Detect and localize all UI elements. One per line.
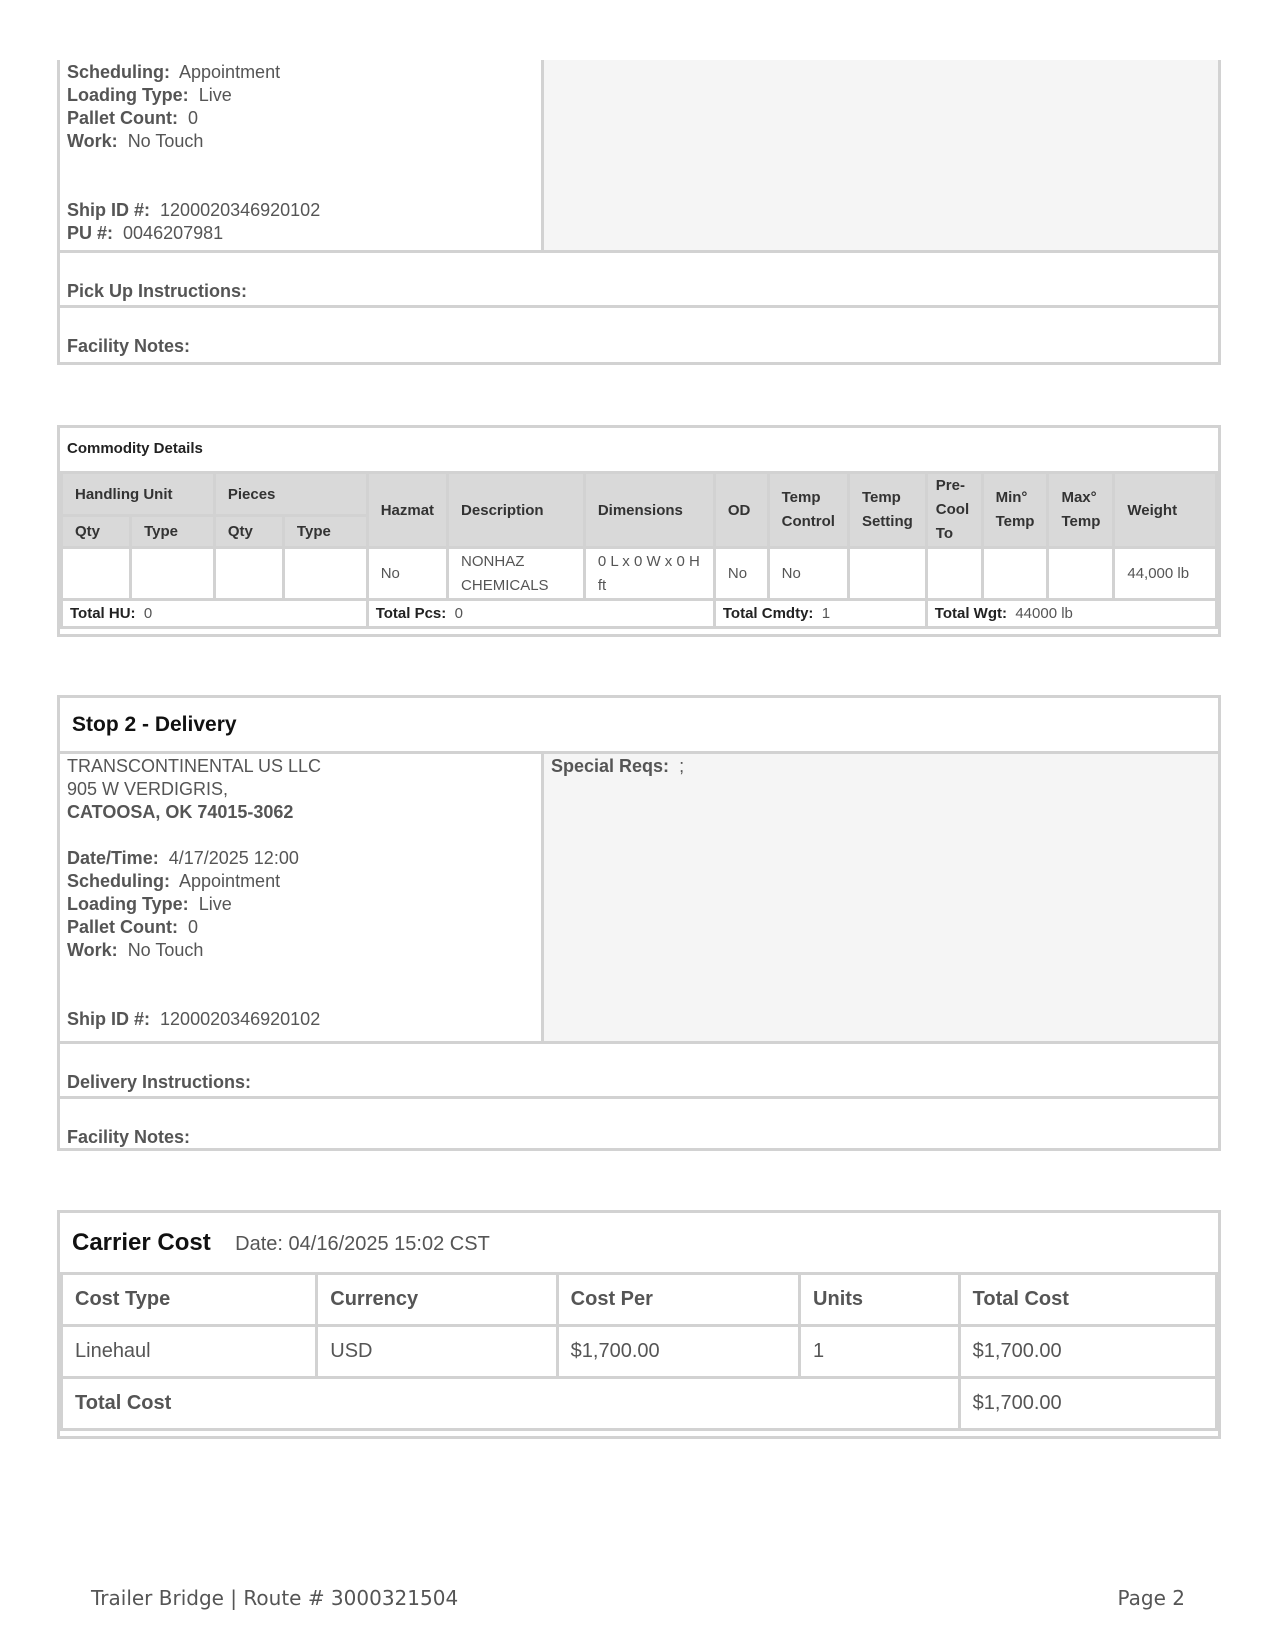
header-dimensions: Dimensions <box>584 473 714 548</box>
header-temp-setting: Temp Setting <box>848 473 926 548</box>
header-temp-control: Temp Control <box>768 473 848 548</box>
cell-temp-control: No <box>768 548 848 600</box>
stop2-datetime: Date/Time: 4/17/2025 12:00 <box>67 848 299 868</box>
carrier-cost-header <box>72 1229 490 1257</box>
commodity-details-section <box>57 425 1221 637</box>
cell-precool <box>926 548 982 600</box>
cell-description: NONHAZ CHEMICALS <box>448 548 585 600</box>
cell-pc-qty <box>214 548 283 600</box>
header-units: Units <box>800 1274 960 1326</box>
header-pc-qty: Qty <box>214 516 283 548</box>
stop2-details <box>60 754 544 1041</box>
header-od: OD <box>714 473 768 548</box>
stop1-special-panel <box>544 60 1218 250</box>
cell-currency: USD <box>317 1326 557 1378</box>
stop1-facility-notes-label: Facility Notes: <box>67 336 191 356</box>
stop1-pu-number: PU #: 0046207981 <box>67 223 224 243</box>
header-cost-type: Cost Type <box>62 1274 317 1326</box>
divider <box>60 1096 1218 1099</box>
header-pieces: Pieces <box>214 473 367 516</box>
stop1-ship-id: Ship ID #: 1200020346920102 <box>67 200 321 220</box>
table-row <box>62 1326 1217 1378</box>
divider <box>60 1041 1218 1044</box>
stop2-title: Stop 2 - Delivery <box>72 713 237 736</box>
stop2-address: 905 W VERDIGRIS, <box>67 779 229 799</box>
cell-cost-type: Linehaul <box>62 1326 317 1378</box>
total-cost-label: Total Cost <box>62 1378 960 1430</box>
header-hu-type: Type <box>131 516 215 548</box>
cell-max-temp <box>1048 548 1114 600</box>
stop1-scheduling: Scheduling: Appointment <box>67 62 281 82</box>
stop2-loading-type: Loading Type: Live <box>67 894 232 914</box>
header-total-cost: Total Cost <box>959 1274 1216 1326</box>
header-weight: Weight <box>1114 473 1217 548</box>
stop1-loading-type: Loading Type: Live <box>67 85 232 105</box>
stop2-scheduling: Scheduling: Appointment <box>67 871 281 891</box>
stop1-pallet-count: Pallet Count: 0 <box>67 108 199 128</box>
cost-header-row <box>62 1274 1217 1326</box>
delivery-instructions-label: Delivery Instructions: <box>67 1072 252 1092</box>
carrier-cost-section <box>57 1210 1221 1439</box>
stop1-details <box>60 60 544 250</box>
stop2-facility-notes-label: Facility Notes: <box>67 1127 191 1147</box>
carrier-cost-date: Date: 04/16/2025 15:02 CST <box>235 1233 490 1255</box>
stop2-city: CATOOSA, OK 74015-3062 <box>67 802 294 822</box>
stop1-section <box>57 60 1221 365</box>
cell-min-temp <box>982 548 1048 600</box>
footer-route: Trailer Bridge | Route # 3000321504 <box>91 1586 459 1610</box>
carrier-cost-table <box>60 1272 1218 1431</box>
table-row <box>62 548 1217 600</box>
header-pc-type: Type <box>283 516 367 548</box>
footer-page-number: Page 2 <box>1117 1586 1185 1610</box>
commodity-table <box>60 471 1218 629</box>
stop1-work: Work: No Touch <box>67 131 204 151</box>
cell-units: 1 <box>800 1326 960 1378</box>
header-min-temp: Min° Temp <box>982 473 1048 548</box>
stop2-special-panel <box>544 754 1218 1041</box>
total-cost-value: $1,700.00 <box>959 1378 1216 1430</box>
header-currency: Currency <box>317 1274 557 1326</box>
stop2-pallet-count: Pallet Count: 0 <box>67 917 199 937</box>
cell-dimensions: 0 L x 0 W x 0 H ft <box>584 548 714 600</box>
cell-hu-type <box>131 548 215 600</box>
cell-weight: 44,000 lb <box>1114 548 1217 600</box>
cell-total-cost: $1,700.00 <box>959 1326 1216 1378</box>
stop2-company: TRANSCONTINENTAL US LLC <box>67 756 322 776</box>
header-hu-qty: Qty <box>62 516 131 548</box>
header-cost-per: Cost Per <box>557 1274 799 1326</box>
cell-temp-setting <box>848 548 926 600</box>
cell-pc-type <box>283 548 367 600</box>
total-cmdty: Total Cmdty: 1 <box>714 600 926 628</box>
stop2-ship-id: Ship ID #: 1200020346920102 <box>67 1009 321 1029</box>
header-precool: Pre-Cool To <box>926 473 982 548</box>
header-max-temp: Max° Temp <box>1048 473 1114 548</box>
divider <box>60 305 1218 308</box>
header-description: Description <box>448 473 585 548</box>
totals-row <box>62 600 1217 628</box>
total-wgt: Total Wgt: 44000 lb <box>926 600 1216 628</box>
cell-hazmat: No <box>367 548 447 600</box>
stop2-section <box>57 695 1221 1151</box>
stop2-work: Work: No Touch <box>67 940 204 960</box>
total-hu: Total HU: 0 <box>62 600 368 628</box>
header-handling-unit: Handling Unit <box>62 473 215 516</box>
commodity-title: Commodity Details <box>67 440 203 457</box>
cost-total-row <box>62 1378 1217 1430</box>
special-reqs: Special Reqs: ; <box>551 756 685 776</box>
carrier-cost-title: Carrier Cost <box>72 1229 211 1256</box>
pickup-instructions-label: Pick Up Instructions: <box>67 281 248 301</box>
divider <box>60 250 1218 253</box>
header-hazmat: Hazmat <box>367 473 447 548</box>
cell-cost-per: $1,700.00 <box>557 1326 799 1378</box>
total-pcs: Total Pcs: 0 <box>367 600 714 628</box>
cell-od: No <box>714 548 768 600</box>
cell-hu-qty <box>62 548 131 600</box>
